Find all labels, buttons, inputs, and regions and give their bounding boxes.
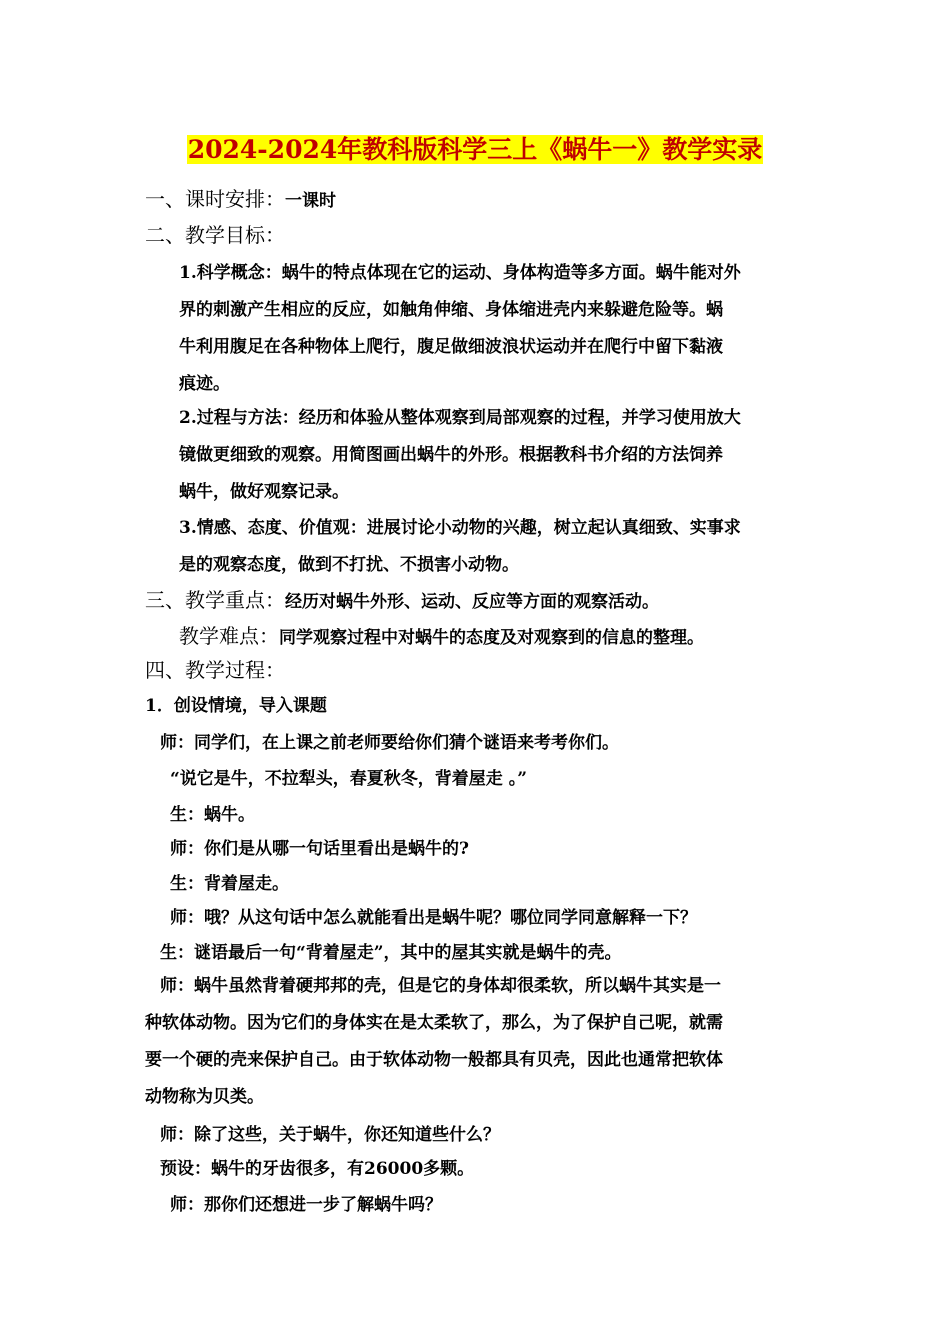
section-heading: 三、教学重点： bbox=[145, 588, 285, 612]
section-heading: 二、教学目标： bbox=[145, 223, 285, 247]
difficulty-line bbox=[179, 623, 704, 650]
section-heading: 四、教学过程： bbox=[145, 658, 285, 682]
dialog-line: 师：那你们还想进一步了解蜗牛吗？ bbox=[170, 1195, 442, 1215]
dialog-line: 师：同学们，在上课之前老师要给你们猜个谜语来考考你们。 bbox=[160, 733, 619, 753]
section-schedule bbox=[145, 186, 336, 213]
goal-3: 3.情感、态度、价值观：进展讨论小动物的兴趣，树立起认真细致、实事求 是的观察态度，做到不打扰、不损害小动物。 bbox=[179, 518, 741, 575]
dialog-line: 预设：蜗牛的牙齿很多，有26000多颗。 bbox=[160, 1159, 475, 1179]
dialog-line: 师：除了这些，关于蜗牛，你还知道些什么？ bbox=[160, 1125, 500, 1145]
goal-2: 2.过程与方法：经历和体验从整体观察到局部观察的过程，并学习使用放大 镜做更细致的观察。用简图画出蜗牛的外形。根据教科书介绍的方法饲养 蜗牛，做好观察记录。 bbox=[179, 408, 741, 502]
section-value: 一课时 bbox=[285, 191, 336, 211]
dialog-line: 生：谜语最后一句“背着屋走”，其中的屋其实就是蜗牛的壳。 bbox=[160, 943, 622, 963]
section-process bbox=[145, 657, 285, 684]
section-heading: 一、课时安排： bbox=[145, 187, 285, 211]
goal-1: 1.科学概念：蜗牛的特点体现在它的运动、身体构造等多方面。蜗牛能对外 界的刺激产生相应的反应，如触角伸缩、身体缩进壳内来躲避危险等。蜗 牛利用腹足在各种物体上爬行，腹足做细波浪状运动并在爬行中留下黏液 痕迹。 bbox=[179, 263, 741, 394]
section-value: 经历对蜗牛外形、运动、反应等方面的观察活动。 bbox=[285, 592, 659, 612]
teacher-paragraph: 师：蜗牛虽然背着硬邦邦的壳，但是它的身体却很柔软，所以蜗牛其实是一 种软体动物。因为它们的身体实在是太柔软了，那么，为了保护自己呢，就需 要一个硬的壳来保护自己。由于软体动物一般都具有贝壳，因此也通常把软体 动物称为贝类。 bbox=[145, 976, 723, 1107]
dialog-line: 师：你们是从哪一句话里看出是蜗牛的? bbox=[170, 839, 469, 859]
section-goals bbox=[145, 222, 285, 249]
dialog-line: 生：背着屋走。 bbox=[170, 874, 289, 894]
difficulty-label: 教学难点： bbox=[179, 624, 279, 648]
dialog-line: 师：哦？从这句话中怎么就能看出是蜗牛呢？哪位同学同意解释一下？ bbox=[170, 908, 697, 928]
document-title: 2024-2024年教科版科学三上《蜗牛一》教学实录 bbox=[187, 135, 763, 164]
dialog-line: 生：蜗牛。 bbox=[170, 805, 255, 825]
difficulty-value: 同学观察过程中对蜗牛的态度及对观察到的信息的整理。 bbox=[279, 628, 704, 648]
dialog-line: “说它是牛，不拉犁头，春夏秋冬，背着屋走 。” bbox=[170, 769, 527, 789]
step-heading: 1．创设情境，导入课题 bbox=[145, 696, 327, 716]
section-key-points bbox=[145, 587, 659, 614]
